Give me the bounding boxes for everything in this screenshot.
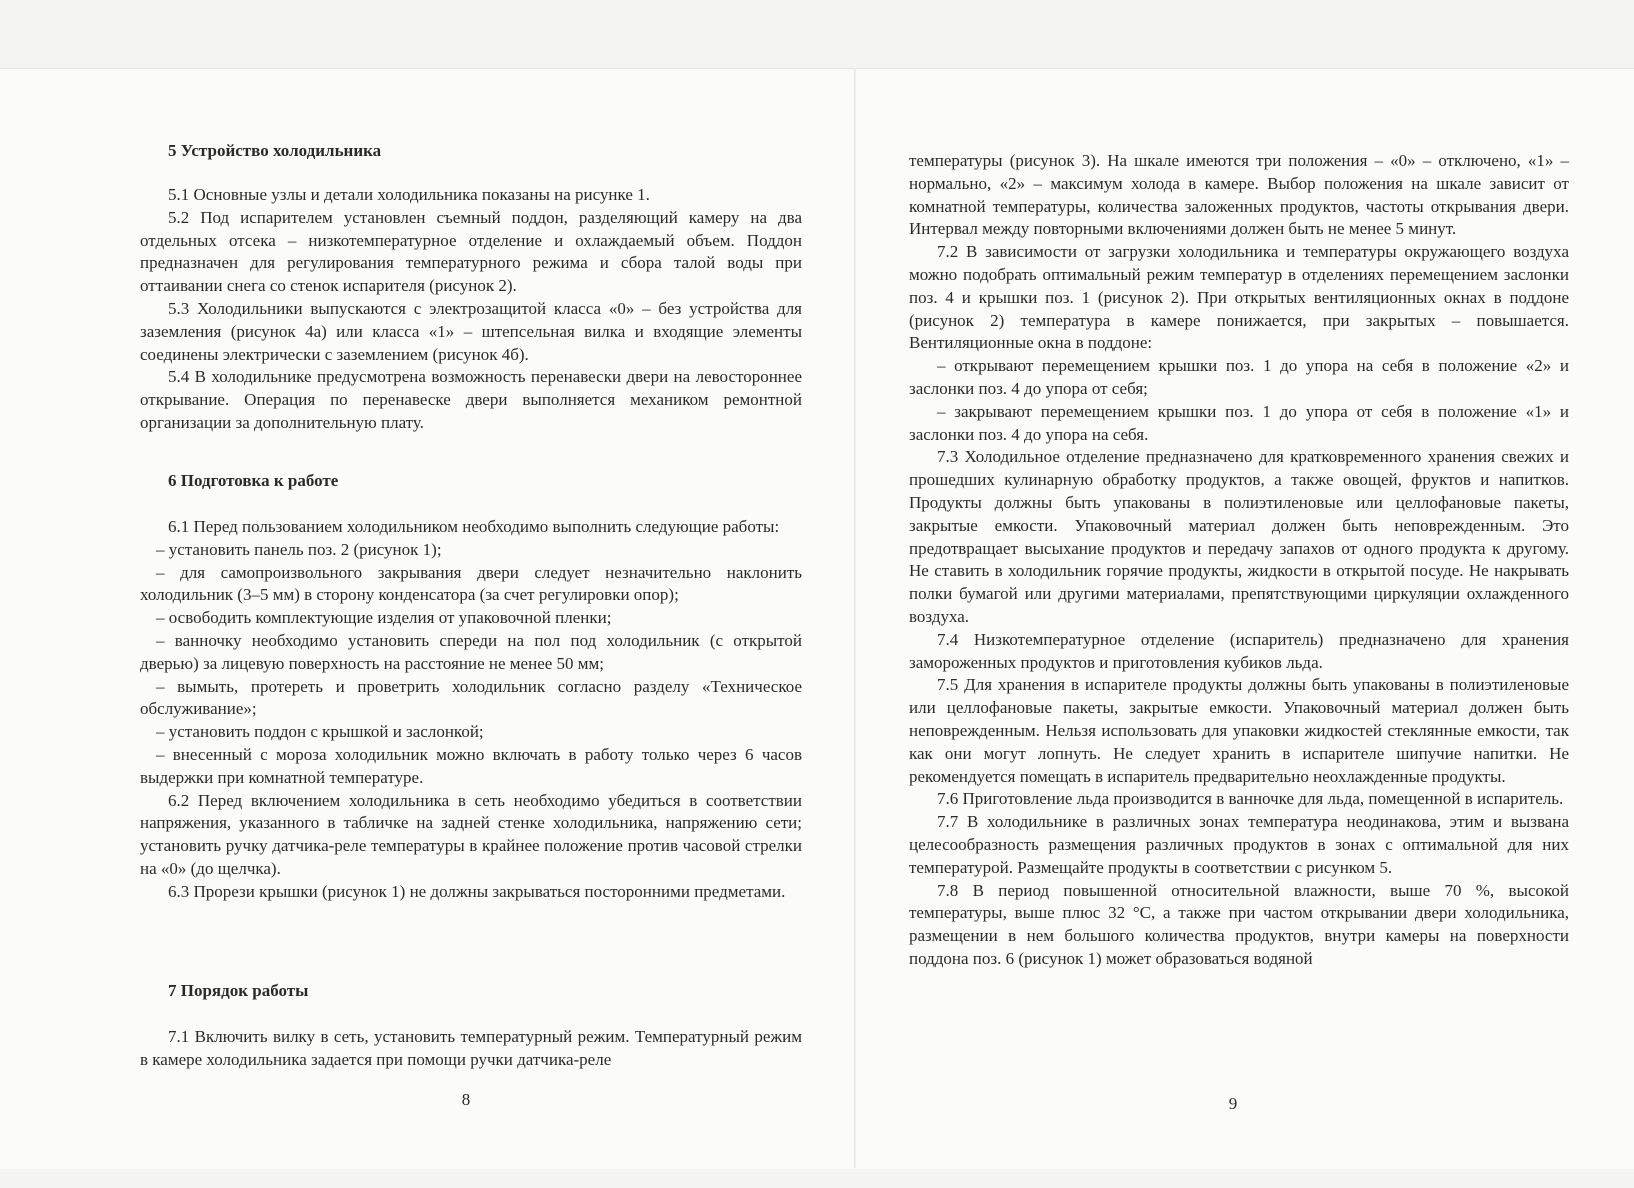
page-fold xyxy=(854,68,856,1168)
para-7-2: 7.2 В зависимости от загрузки холодильника и температуры окружающего воздуха можно подобрать оптимальный режим температур в отделениях перемещением заслонки поз. 4 и крышки поз. 1 (рисунок 2). При открытых вентиляционных окнах в поддоне (рисунок 2) температура в камере понижается, при закрытых – повышается. Вентиляционные окна в поддоне: xyxy=(909,242,1569,353)
para-7-3: 7.3 Холодильное отделение предназначено для кратковременного хранения свежих и прошедших кулинарную обработку продуктов, а также овощей, фруктов и напитков. Продукты должны быть упакованы в полиэтиленовые или целлофановые пакеты, закрытые емкости. Упаковочный материал должен быть неповрежденным. Это предотвращает высыхание продуктов и передачу запахов от одного продукта к другому. Не ставить в холодильник горячие продукты, жидкости в открытой посуде. Не накрывать полки бумагой или другими материалами, препятствующими циркуляции охлажденного воздуха. xyxy=(909,447,1569,626)
para-7-1: 7.1 Включить вилку в сеть, установить температурный режим. Температурный режим в камере холодильника задается при помощи ручки датчика-реле xyxy=(140,1027,802,1069)
para-5-2: 5.2 Под испарителем установлен съемный поддон, разделяющий камеру на два отдельных отсека – низкотемпературное отделение и охлаждаемый объем. Поддон предназначен для регулирования температурного режима и сбора талой воды при оттаивании снега со стенок испарителя (рисунок 2). xyxy=(140,207,802,296)
para-6-3: 6.3 Прорези крышки (рисунок 1) не должны закрываться посторонними предметами. xyxy=(168,881,786,901)
list-item: – внесенный с мороза холодильник можно включать в работу только через 6 часов выдержки при комнатной температуре. xyxy=(140,744,802,787)
list-item: – закрывают перемещением крышки поз. 1 до упора от себя в положение «1» и заслонки поз. 4 до упора на себя. xyxy=(909,401,1569,444)
para-7-6: 7.6 Приготовление льда производится в ванночке для льда, помещенной в испаритель. xyxy=(937,789,1564,809)
list-item: – освободить комплектующие изделия от упаковочной пленки; xyxy=(156,608,612,628)
para-5-3: 5.3 Холодильники выпускаются с электрозащитой класса «0» – без устройства для заземления (рисунок 4а) или класса «1» – штепсельная вилка и входящие элементы соединены электрически с заземлением (рисунок 4б). xyxy=(140,298,802,364)
para-7-1-continued: температуры (рисунок 3). На шкале имеются три положения – «0» – отключено, «1» – нормально, «2» – максимум холода в камере. Выбор положения на шкале зависит от комнатной температуры, количества заложенных продуктов, частоты открывания двери. Интервал между повторными включениями должен быть не менее 5 минут. xyxy=(909,151,1569,239)
page-number-left: 8 xyxy=(461,1090,471,1109)
list-item: – установить панель поз. 2 (рисунок 1); xyxy=(156,539,442,559)
list-item: – для самопроизвольного закрывания двери следует незначительно наклонить холодильник (3–5 мм) в сторону конденсатора (за счет регулировки опор); xyxy=(140,562,802,605)
para-5-4: 5.4 В холодильнике предусмотрена возможность перенавески двери на левостороннее открывание. Операция по перенавеске двери выполняется механиком ремонтной организации за дополнительную плату. xyxy=(140,367,802,432)
list-item: – установить поддон с крышкой и заслонкой; xyxy=(156,722,484,742)
para-5-1: 5.1 Основные узлы и детали холодильника показаны на рисунке 1. xyxy=(168,185,650,204)
section-6-title: 6 Подготовка к работе xyxy=(168,471,339,490)
para-6-1: 6.1 Перед пользованием холодильником необходимо выполнить следующие работы: xyxy=(168,517,780,536)
page-number-right: 9 xyxy=(1228,1094,1238,1113)
section-7-title: 7 Порядок работы xyxy=(168,981,309,1000)
para-7-5: 7.5 Для хранения в испарителе продукты должны быть упакованы в полиэтиленовые или целлофановые пакеты, закрытые емкости. Упаковочный материал должен быть неповрежденным. Нельзя использовать для упаковки жидкостей стеклянные емкости, так как они могут лопнуть. Не следует хранить в испарителе шипучие напитки. Не рекомендуется помещать в испаритель предварительно неохлажденные продукты. xyxy=(909,675,1569,786)
para-7-7: 7.7 В холодильнике в различных зонах температура неодинакова, этим и вызвана целесообразность размещения различных продуктов в зонах с оптимальной для них температурой. Размещайте продукты в соответствии с рисунком 5. xyxy=(909,812,1569,877)
para-7-8: 7.8 В период повышенной относительной влажности, выше 70 %, высокой температуры, выше плюс 32 °С, а также при частом открывании двери холодильника, размещении в нем большого количества продуктов, внутри камеры на поверхности поддона поз. 6 (рисунок 1) может образоваться водяной xyxy=(909,880,1569,968)
para-6-2: 6.2 Перед включением холодильника в сеть необходимо убедиться в соответствии напряжения, указанного в табличке на задней стенке холодильника, напряжению сети; установить ручку датчика-реле температуры в крайнее положение против часовой стрелки на «0» (до щелчка). xyxy=(140,790,802,878)
list-item: – открывают перемещением крышки поз. 1 до упора на себя в положение «2» и заслонки поз. 4 до упора от себя; xyxy=(909,356,1569,398)
section-5-title: 5 Устройство холодильника xyxy=(168,141,382,160)
list-item: – вымыть, протереть и проветрить холодильник согласно разделу «Техническое обслуживание»; xyxy=(140,676,802,719)
para-7-4: 7.4 Низкотемпературное отделение (испаритель) предназначено для хранения замороженных продуктов и приготовления кубиков льда. xyxy=(909,629,1569,672)
list-item: – ванночку необходимо установить спереди на пол под холодильник (с открытой дверью) за лицевую поверхность на расстояние не менее 50 мм; xyxy=(140,630,802,673)
